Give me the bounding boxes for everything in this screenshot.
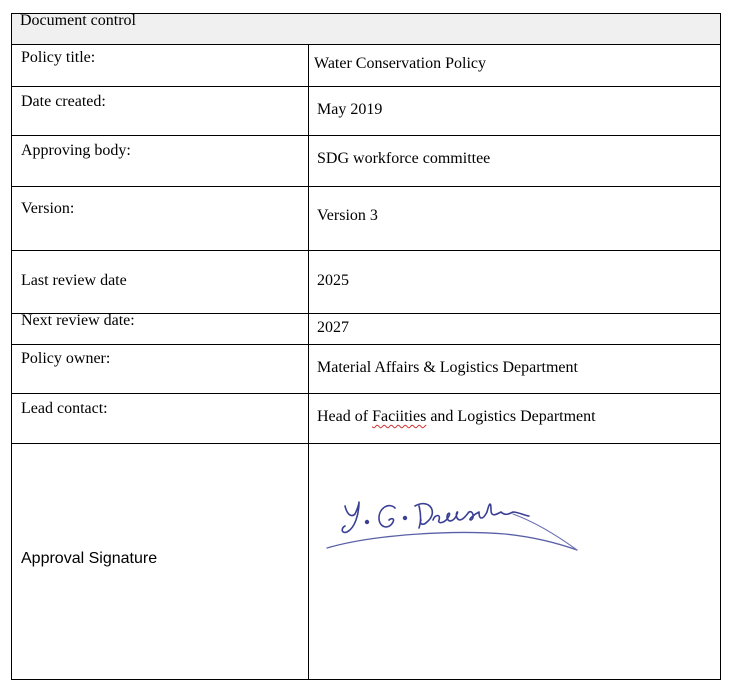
- label-cell: [12, 87, 309, 135]
- label-text: Version:: [21, 200, 75, 217]
- signature-image: [315, 484, 585, 564]
- value-cell: [309, 345, 720, 393]
- document-control-table: [11, 13, 721, 680]
- spellcheck-flagged-word: Faciities: [372, 408, 427, 425]
- value-cell: [309, 314, 720, 344]
- table-header: [12, 14, 720, 45]
- value-cell: [309, 394, 720, 443]
- row-date-created: [12, 87, 720, 136]
- header-title: Document control: [20, 12, 136, 29]
- value-suffix: and Logistics Department: [426, 408, 596, 425]
- value-text: SDG workforce committee: [317, 150, 491, 167]
- label-text: Lead contact:: [21, 400, 108, 417]
- label-cell: [12, 314, 309, 344]
- label-text: Policy owner:: [21, 350, 111, 367]
- row-lead-contact: [12, 394, 720, 444]
- label-cell: [12, 45, 309, 86]
- label-text: Policy title:: [21, 49, 96, 66]
- value-text: Version 3: [317, 207, 378, 224]
- label-cell: [12, 394, 309, 443]
- value-text: Material Affairs & Logistics Department: [317, 359, 578, 376]
- label-text: Date created:: [21, 93, 106, 110]
- label-text: Last review date: [21, 272, 127, 289]
- value-text: 2027: [317, 319, 349, 336]
- label-cell: [12, 345, 309, 393]
- label-cell: [12, 444, 309, 679]
- row-last-review-date: [12, 251, 720, 314]
- value-text: Water Conservation Policy: [314, 55, 487, 72]
- value-text: [317, 408, 596, 426]
- label-text: Approval Signature: [21, 550, 158, 567]
- label-cell: [12, 251, 309, 313]
- value-cell: [309, 45, 720, 86]
- label-cell: [12, 136, 309, 186]
- row-policy-title: [12, 45, 720, 87]
- label-text: Approving body:: [21, 142, 131, 159]
- value-cell: [309, 87, 720, 135]
- row-policy-owner: [12, 345, 720, 394]
- signature-cell: [309, 444, 720, 679]
- value-prefix: Head of: [317, 408, 373, 425]
- row-approval-signature: [12, 444, 720, 679]
- label-cell: [12, 187, 309, 250]
- label-text: Next review date:: [21, 312, 135, 329]
- row-version: [12, 187, 720, 251]
- row-next-review-date: [12, 314, 720, 345]
- row-approving-body: [12, 136, 720, 187]
- value-cell: [309, 136, 720, 186]
- value-cell: [309, 187, 720, 250]
- value-text: 2025: [317, 272, 349, 289]
- value-cell: [309, 251, 720, 313]
- value-text: May 2019: [317, 101, 383, 118]
